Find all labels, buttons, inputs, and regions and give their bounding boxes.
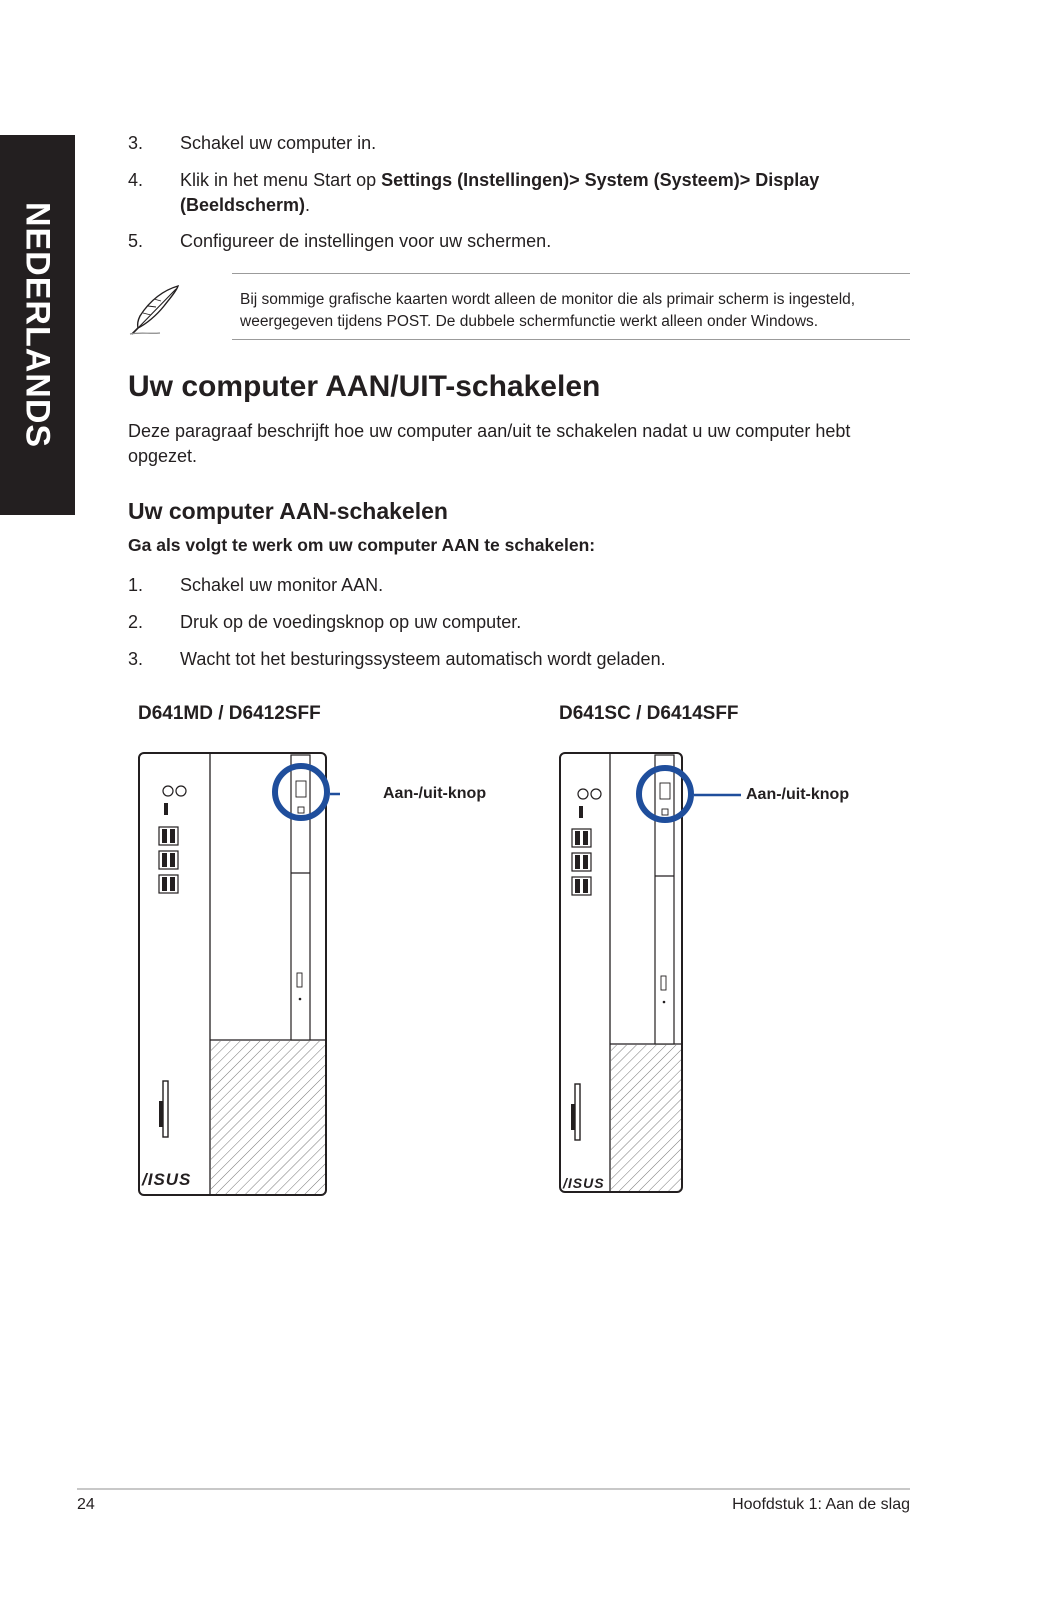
- feather-pen-icon: [126, 282, 184, 338]
- step-number: 3.: [128, 649, 144, 669]
- step-text: Schakel uw monitor AAN.: [180, 575, 384, 595]
- step-number: 2.: [128, 612, 144, 632]
- figure-2-model-title: D641SC / D6414SFF: [559, 703, 739, 724]
- step-number: 4.: [128, 170, 144, 190]
- figure-1-pc-tower-illustration: [130, 745, 340, 1203]
- figure-2-brand-logo: /ISUS: [563, 1175, 605, 1191]
- step-number: 1.: [128, 575, 144, 595]
- figure-2-pc-tower-illustration: [550, 745, 760, 1203]
- footer-divider: [77, 1488, 910, 1490]
- chapter-title: Hoofdstuk 1: Aan de slag: [732, 1496, 910, 1513]
- figure-2-callout-label: Aan-/uit-knop: [746, 786, 850, 803]
- subsection-lead: Ga als volgt te werk om uw computer AAN te schakelen:: [128, 535, 596, 555]
- note-text: Bij sommige grafische kaarten wordt alleen de monitor die als primair scherm is ingesteld, weergegeven tijdens POST. De dubbele schermfunctie werkt alleen onder Windows.: [240, 291, 856, 330]
- section-title: Uw computer AAN/UIT-schakelen: [128, 370, 601, 403]
- subsection-title: Uw computer AAN-schakelen: [128, 498, 448, 524]
- figure-1-brand-logo: /ISUS: [142, 1170, 192, 1189]
- step-number: 3.: [128, 133, 144, 153]
- figure-1-callout-label: Aan-/uit-knop: [383, 785, 487, 802]
- language-side-tab-label: NEDERLANDS: [18, 201, 57, 449]
- step-number: 5.: [128, 231, 144, 251]
- menu-path: Settings (Instellingen)> System (Systeem)> Display (Beeldscherm): [180, 170, 820, 215]
- step-text: Wacht tot het besturingssysteem automatisch wordt geladen.: [180, 649, 666, 669]
- figure-1-model-title: D641MD / D6412SFF: [138, 703, 321, 724]
- page-number: 24: [77, 1496, 95, 1513]
- step-text: Druk op de voedingsknop op uw computer.: [180, 612, 522, 632]
- note-top-divider: [232, 273, 910, 274]
- step-text: Klik in het menu Start op Settings (Instellingen)> System (Systeem)> Display (Beeldscherm).: [180, 170, 820, 215]
- step-text: Schakel uw computer in.: [180, 133, 377, 153]
- step-text: Configureer de instellingen voor uw schermen.: [180, 231, 552, 251]
- note-bottom-divider: [232, 339, 910, 340]
- section-intro: Deze paragraaf beschrijft hoe uw computer aan/uit te schakelen nadat u uw computer hebt opgezet.: [128, 421, 851, 466]
